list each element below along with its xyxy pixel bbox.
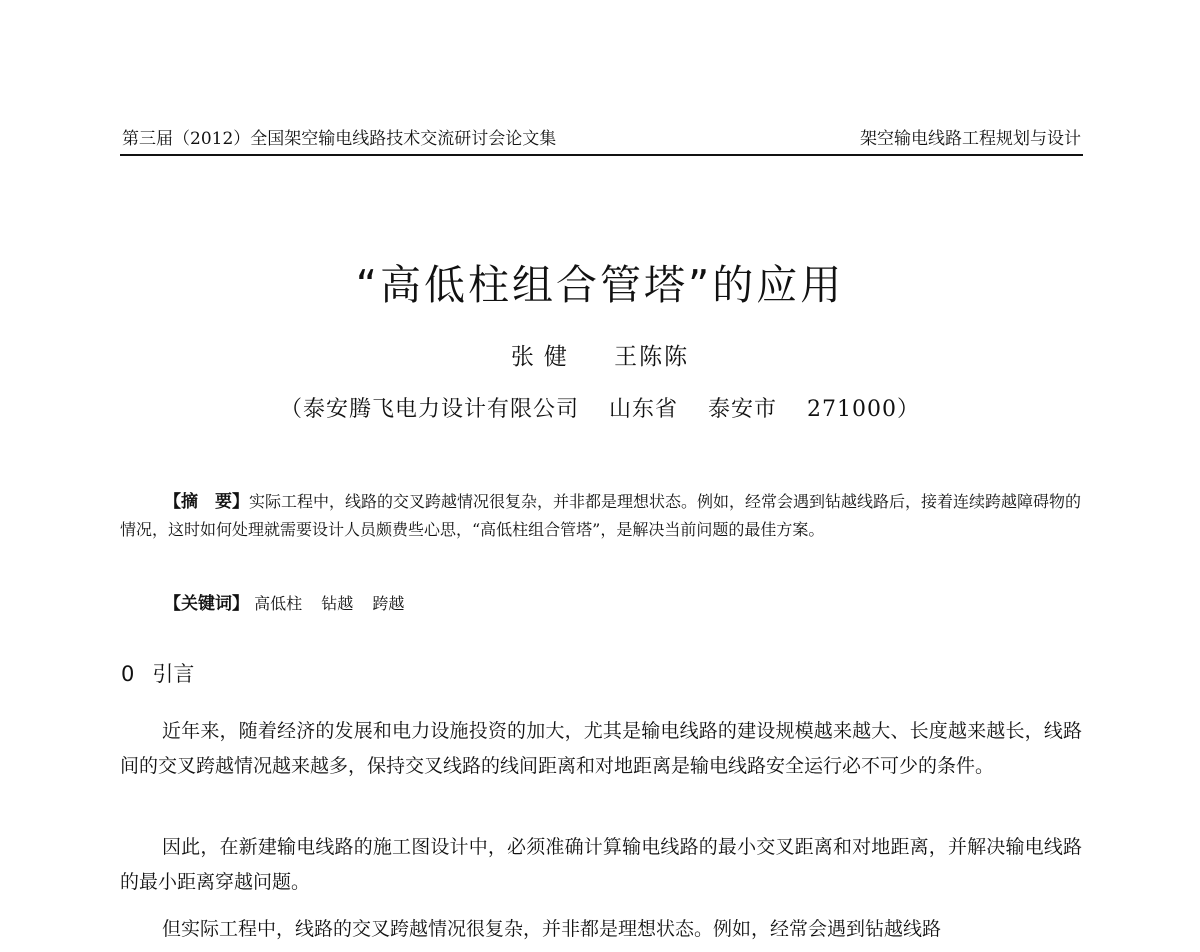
body-paragraph: 近年来，随着经济的发展和电力设施投资的加大，尤其是输电线路的建设规模越来越大、长度越来越长，线路间的交叉跨越情况越来越多，保持交叉线路的线间距离和对地距离是输电线路安全运行必不可少的条件。: [120, 720, 1082, 777]
keyword: 高低柱: [254, 594, 303, 613]
affiliation-company: （泰安腾飞电力设计有限公司: [279, 397, 579, 422]
body-paragraph: 但实际工程中，线路的交叉跨越情况很复杂，并非都是理想状态。例如，经常会遇到钻越线路: [162, 918, 942, 940]
abstract-text: 实际工程中，线路的交叉跨越情况很复杂，并非都是理想状态。例如，经常会遇到钻越线路后，接着连续跨越障碍物的情况，这时如何处理就需要设计人员颇费些心思，“高低柱组合管塔”，是解决当前问题的最佳方案。: [120, 492, 1082, 539]
paper-title: “高低柱组合管塔”的应用: [355, 261, 845, 310]
affiliation-province: 山东省: [609, 397, 679, 422]
section-heading: [121, 660, 194, 688]
affiliation-postcode: 271000）: [807, 397, 921, 422]
header-rule: [120, 154, 1083, 156]
body-paragraph: 因此，在新建输电线路的施工图设计中，必须准确计算输电线路的最小交叉距离和对地距离，并解决输电线路的最小距离穿越问题。: [120, 836, 1082, 893]
author-affiliation: [0, 395, 1200, 425]
keywords: [120, 590, 1082, 618]
abstract-label: 【摘 要】: [164, 492, 249, 512]
abstract: [120, 488, 1082, 543]
author-list: [0, 342, 1200, 372]
header-proceedings-title: 第三届（2012）全国架空输电线路技术交流研讨会论文集: [122, 129, 557, 149]
keyword: 钻越: [321, 594, 354, 613]
section-number: 0: [121, 662, 135, 686]
author-name: 张健: [510, 344, 577, 370]
section-title: 引言: [152, 662, 195, 686]
affiliation-city: 泰安市: [708, 397, 778, 422]
keyword: 跨越: [372, 594, 405, 613]
author-name: 王陈陈: [614, 344, 690, 370]
keywords-label: 【关键词】: [164, 594, 249, 614]
header-section-name: 架空输电线路工程规划与设计: [860, 129, 1081, 149]
